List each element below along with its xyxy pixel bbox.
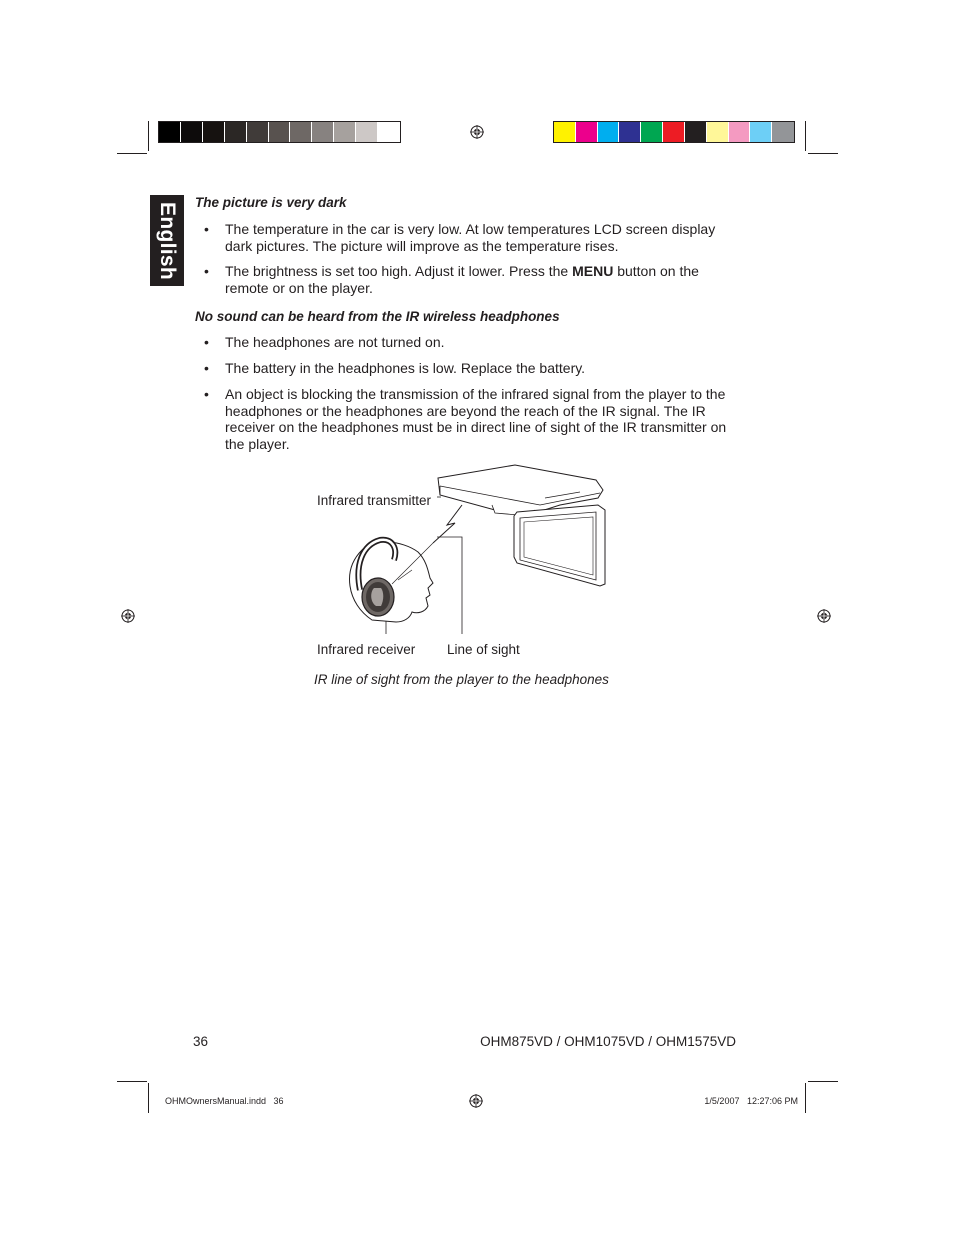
color-swatch	[707, 122, 729, 142]
slug-date-time: 1/5/2007 12:27:06 PM	[704, 1096, 798, 1106]
color-swatch	[772, 122, 794, 142]
label-line-of-sight: Line of sight	[447, 642, 520, 657]
list-item: The battery in the headphones is low. Replace the battery.	[225, 360, 586, 376]
list-item	[225, 263, 705, 296]
list-item-text: The brightness is set too high. Adjust it lower. Press the	[225, 263, 573, 279]
list-item-text: button on the remote or on the player.	[225, 263, 699, 296]
color-swatch	[203, 122, 225, 142]
color-swatch	[378, 122, 400, 142]
section-heading-no-sound: No sound can be heard from the IR wireless headphones	[195, 309, 560, 324]
color-swatch	[269, 122, 291, 142]
bullet-marker: •	[204, 360, 209, 376]
label-infrared-transmitter: Infrared transmitter	[317, 493, 432, 508]
language-tab-label: English	[156, 201, 179, 280]
list-item: An object is blocking the transmission of the infrared signal from the player to the headphones or the headphones are beyond the reach of the IR signal. The IR receiver on the headphones must be in direct line of sight of the IR transmitter on the player.	[225, 386, 727, 452]
crop-mark	[117, 153, 147, 154]
color-swatch	[554, 122, 576, 142]
bullet-marker: •	[204, 263, 209, 279]
bullet-marker: •	[204, 221, 209, 237]
language-tab	[150, 195, 184, 286]
crop-mark	[148, 1083, 149, 1113]
bullet-marker: •	[204, 386, 209, 402]
page-number: 36	[193, 1034, 209, 1049]
crop-mark	[808, 1081, 838, 1082]
color-swatch	[619, 122, 641, 142]
slug-file-name: OHMOwnersManual.indd 36	[165, 1096, 284, 1106]
figure-caption: IR line of sight from the player to the headphones	[314, 672, 609, 687]
label-infrared-receiver: Infrared receiver	[317, 642, 416, 657]
color-swatch	[356, 122, 378, 142]
crop-mark	[148, 121, 149, 151]
overhead-player-icon	[438, 465, 603, 512]
color-swatch	[685, 122, 707, 142]
bullet-marker: •	[204, 334, 209, 350]
crop-mark	[805, 121, 806, 151]
color-swatch	[576, 122, 598, 142]
model-numbers: OHM875VD / OHM1075VD / OHM1575VD	[480, 1034, 736, 1049]
list-item: The headphones are not turned on.	[225, 334, 445, 350]
ir-line-of-sight-illustration	[300, 455, 620, 665]
color-swatch	[312, 122, 334, 142]
color-swatch	[247, 122, 269, 142]
list-item: The temperature in the car is very low. At low temperatures LCD screen display dark pictures. The picture will improve as the temperature rises.	[225, 221, 716, 254]
registration-mark-icon	[121, 609, 135, 623]
registration-mark-icon	[470, 125, 484, 139]
process-color-bar	[553, 121, 795, 143]
registration-mark-icon	[817, 609, 831, 623]
color-swatch	[334, 122, 356, 142]
color-swatch	[181, 122, 203, 142]
menu-keyword: MENU	[572, 263, 614, 279]
grayscale-color-bar	[158, 121, 401, 143]
color-swatch	[729, 122, 751, 142]
color-swatch	[663, 122, 685, 142]
color-swatch	[290, 122, 312, 142]
color-swatch	[225, 122, 247, 142]
crop-mark	[808, 153, 838, 154]
color-swatch	[598, 122, 620, 142]
crop-mark	[805, 1083, 806, 1113]
registration-mark-icon	[469, 1094, 483, 1108]
crop-mark	[117, 1081, 147, 1082]
color-swatch	[750, 122, 772, 142]
color-swatch	[641, 122, 663, 142]
section-heading-dark-picture: The picture is very dark	[195, 195, 347, 210]
color-swatch	[159, 122, 181, 142]
